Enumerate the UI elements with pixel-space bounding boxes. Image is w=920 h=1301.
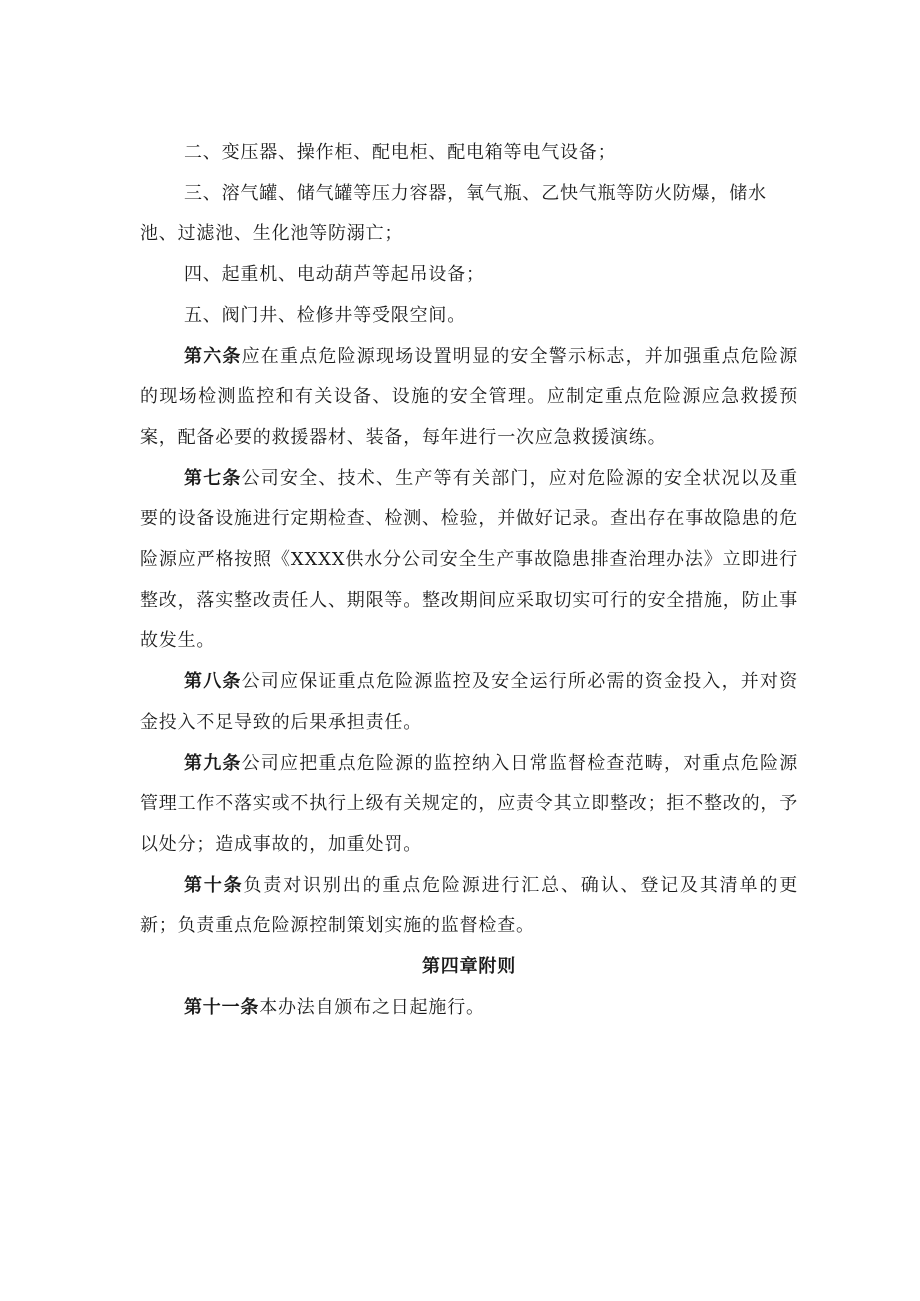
article-8-label: 第八条 [184, 671, 242, 693]
article-10-text: 负责对识别出的重点危险源进行汇总、确认、登记及其清单的更新；负责重点危险源控制策划实施的监督检查。 [140, 874, 798, 937]
list-item-confined-spaces: 五、阀门井、检修井等受限空间。 [184, 304, 466, 326]
chapter-heading: 第四章附则 [422, 956, 516, 978]
article-7-label: 第七条 [184, 467, 242, 489]
article-6-label: 第六条 [184, 345, 242, 367]
article-9-label: 第九条 [184, 752, 242, 774]
article-6-text: 应在重点危险源现场设置明显的安全警示标志，并加强重点危险源的现场检测监控和有关设备、设施的安全管理。应制定重点危险源应急救援预案，配备必要的救援器材、装备，每年进行一次应急救援演练。 [140, 345, 798, 448]
article-11-text: 本办法自颁布之日起施行。 [259, 996, 485, 1018]
list-item-electrical-equipment: 二、变压器、操作柜、配电柜、配电箱等电气设备； [184, 142, 617, 163]
article-11 [140, 988, 798, 1029]
article-7 [140, 459, 798, 663]
list-item-pressure-vessels: 三、溶气罐、储气罐等压力容器，氧气瓶、乙快气瓶等防火防爆，储水池、过滤池、生化池等防溺亡； [140, 182, 767, 245]
article-9-text: 公司应把重点危险源的监控纳入日常监督检查范畴，对重点危险源管理工作不落实或不执行上级有关规定的，应责令其立即整改；拒不整改的，予以处分；造成事故的，加重处罚。 [140, 752, 798, 855]
article-11-label: 第十一条 [184, 996, 260, 1018]
list-item-lifting-equipment: 四、起重机、电动葫芦等起吊设备； [184, 264, 485, 286]
article-10-label: 第十条 [184, 874, 244, 896]
article-8-text: 公司应保证重点危险源监控及安全运行所必需的资金投入，并对资金投入不足导致的后果承担责任。 [140, 671, 798, 733]
article-10 [140, 866, 798, 947]
article-6 [140, 337, 798, 459]
article-8 [140, 662, 798, 743]
article-7-text: 公司安全、技术、生产等有关部门，应对危险源的安全状况以及重要的设备设施进行定期检查、检测、检验，并做好记录。查出存在事故隐患的危险源应严格按照《XXXX供水分公司安全生产事故隐患排查治理办法》立即进行整改，落实整改责任人、期限等。整改期间应采取切实可行的安全措施，防止事故发生。 [140, 467, 798, 652]
article-9 [140, 744, 798, 866]
